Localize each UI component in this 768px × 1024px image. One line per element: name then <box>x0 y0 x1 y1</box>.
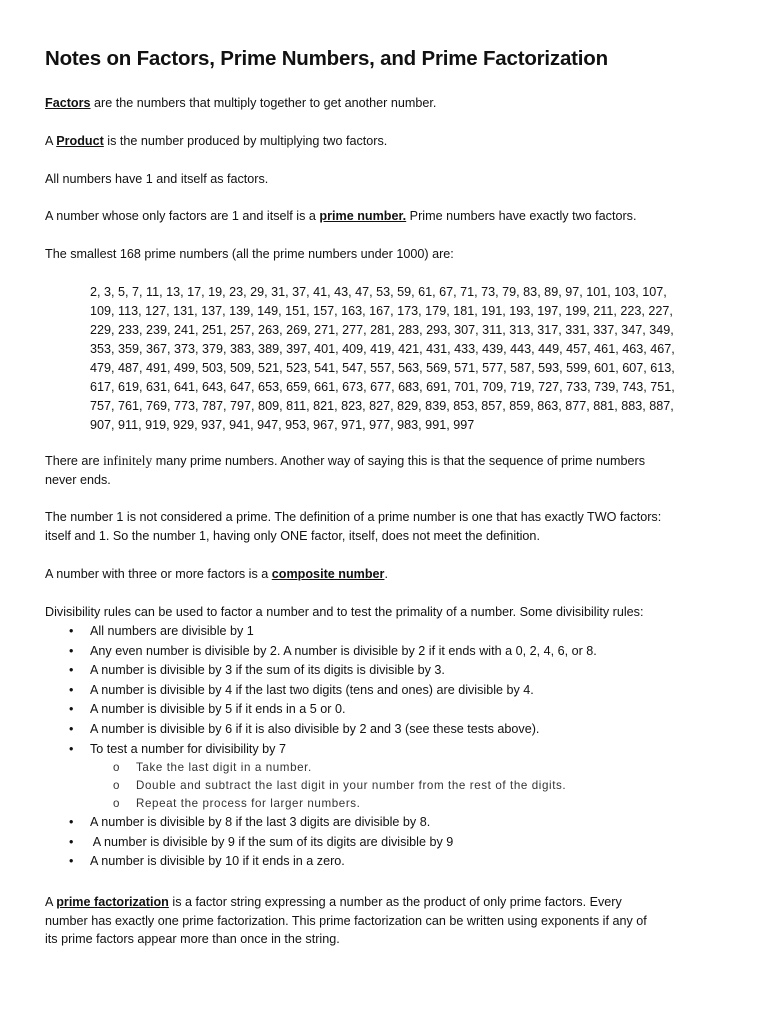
product-prefix: A <box>45 134 57 148</box>
bullet-icon: • <box>69 815 74 830</box>
smallest-primes-intro: The smallest 168 prime numbers (all the prime numbers under 1000) are: <box>45 247 454 261</box>
list-item <box>45 681 745 701</box>
factors-definition <box>45 94 735 113</box>
list-item <box>45 720 745 740</box>
prime-factorization-term: prime factorization <box>56 895 169 909</box>
list-item <box>45 642 745 662</box>
number-one-statement <box>45 508 735 545</box>
factorization-line-2: number has exactly one prime factorization. This prime factorization can be written using exponents if any of <box>45 913 647 928</box>
list-item <box>45 813 745 833</box>
primes-line: 617, 619, 631, 641, 643, 647, 653, 659, 661, 673, 677, 683, 691, 701, 709, 719, 727, 733, 739, 743, 751, <box>90 380 675 394</box>
rule-text: To test a number for divisibility by 7 <box>90 741 286 756</box>
factors-definition-text: are the numbers that multiply together to get another number. <box>90 96 437 110</box>
prime-number-term: prime number. <box>319 209 407 223</box>
rule-text: A number is divisible by 5 if it ends in a 5 or 0. <box>90 702 346 717</box>
primes-line: 479, 487, 491, 499, 503, 509, 521, 523, 541, 547, 557, 563, 569, 571, 577, 587, 593, 599, 601, 607, 613, <box>90 361 675 375</box>
bullet-icon: • <box>69 643 74 658</box>
primes-line: 229, 233, 239, 241, 251, 257, 263, 269, 271, 277, 281, 283, 293, 307, 311, 313, 317, 331, 337, 347, 349, <box>90 323 674 337</box>
rule-text: All numbers are divisible by 1 <box>90 624 254 638</box>
list-item <box>45 622 745 642</box>
bullet-icon: • <box>69 854 74 869</box>
list-item <box>45 852 745 872</box>
prime-prefix: A number whose only factors are 1 and itself is a <box>45 209 320 223</box>
prime-factorization-definition <box>45 893 735 949</box>
rule-text: A number is divisible by 4 if the last two digits (tens and ones) are divisible by 4. <box>90 682 534 697</box>
bullet-icon: • <box>69 834 74 849</box>
infinitely-word: infinitely <box>103 453 153 468</box>
infinite-prefix: There are <box>45 454 104 468</box>
bullet-icon: • <box>69 624 74 638</box>
step-text: Take the last digit in a number. <box>136 761 312 775</box>
product-definition <box>45 132 735 151</box>
all-numbers-statement: All numbers have 1 and itself as factors. <box>45 172 269 186</box>
primes-line: 109, 113, 127, 131, 137, 139, 149, 151, 157, 163, 167, 173, 179, 181, 191, 193, 197, 199, 211, 223, 227, <box>90 304 673 318</box>
product-definition-text: is the number produced by multiplying two factors. <box>103 134 388 148</box>
list-item <box>45 661 745 681</box>
prime-definition-text: Prime numbers have exactly two factors. <box>406 209 637 223</box>
primes-line: 907, 911, 919, 929, 937, 941, 947, 953, 967, 971, 977, 983, 991, 997 <box>90 418 475 432</box>
page-title: Notes on Factors, Prime Numbers, and Prime Factorization <box>45 47 608 70</box>
circle-bullet-icon: o <box>113 761 121 775</box>
step-text: Double and subtract the last digit in your number from the rest of the digits. <box>136 779 567 793</box>
rule-text: A number is divisible by 10 if it ends in a zero. <box>90 854 345 869</box>
bullet-icon: • <box>69 682 74 697</box>
composite-number-term: composite number <box>271 567 385 581</box>
list-item <box>45 700 745 720</box>
rule-text: Any even number is divisible by 2. A number is divisible by 2 if it ends with a 0, 2, 4, 6, or 8. <box>90 643 597 658</box>
sub-list-item <box>45 777 745 795</box>
number-one-line-2: itself and 1. So the number 1, having only ONE factor, itself, does not meet the definition. <box>45 528 540 543</box>
infinite-primes-statement <box>45 452 735 489</box>
factorization-prefix: A <box>45 895 57 909</box>
product-term: Product <box>56 134 104 148</box>
primes-line: 353, 359, 367, 373, 379, 383, 389, 397, 401, 409, 419, 421, 431, 433, 439, 443, 449, 457, 461, 463, 467, <box>90 342 675 356</box>
circle-bullet-icon: o <box>113 797 121 811</box>
bullet-icon: • <box>69 741 74 756</box>
factorization-line-3: its prime factors appear more than once in the string. <box>45 932 340 946</box>
composite-prefix: A number with three or more factors is a <box>45 567 272 581</box>
sub-list-item <box>45 759 745 777</box>
infinite-text-1: many prime numbers. Another way of saying this is that the sequence of prime numbers <box>152 454 646 468</box>
rule-text: A number is divisible by 6 if it is also divisible by 2 and 3 (see these tests above). <box>90 721 540 736</box>
rule-text: A number is divisible by 9 if the sum of its digits are divisible by 9 <box>90 834 454 849</box>
rule-text: A number is divisible by 8 if the last 3 digits are divisible by 8. <box>90 815 431 830</box>
prime-definition <box>45 207 735 226</box>
bullet-icon: • <box>69 721 74 736</box>
factorization-line-1: is a factor string expressing a number as the product of only prime factors. Every <box>168 895 622 909</box>
circle-bullet-icon: o <box>113 779 121 793</box>
list-item <box>45 833 745 853</box>
composite-definition <box>45 565 735 584</box>
primes-line: 757, 761, 769, 773, 787, 797, 809, 811, 821, 823, 827, 829, 839, 853, 857, 859, 863, 877, 881, 883, 887, <box>90 399 674 413</box>
primes-line: 2, 3, 5, 7, 11, 13, 17, 19, 23, 29, 31, 37, 41, 43, 47, 53, 59, 61, 67, 71, 73, 79, 83, 89, 97, 101, 103, 107, <box>90 285 667 299</box>
divisibility-rules-list <box>45 622 745 872</box>
factors-term: Factors <box>45 96 91 110</box>
infinite-text-2: never ends. <box>45 472 111 487</box>
rule-text: A number is divisible by 3 if the sum of its digits is divisible by 3. <box>90 663 445 678</box>
number-one-line-1: The number 1 is not considered a prime. The definition of a prime number is one that has exactly TWO factors: <box>45 510 662 524</box>
bullet-icon: • <box>69 702 74 717</box>
divisibility-intro: Divisibility rules can be used to factor a number and to test the primality of a number. Some divisibility rules: <box>45 605 644 619</box>
sub-list-item <box>45 795 745 813</box>
primes-list <box>90 283 730 435</box>
step-text: Repeat the process for larger numbers. <box>136 797 361 811</box>
list-item <box>45 740 745 760</box>
composite-suffix: . <box>384 567 388 581</box>
bullet-icon: • <box>69 663 74 678</box>
